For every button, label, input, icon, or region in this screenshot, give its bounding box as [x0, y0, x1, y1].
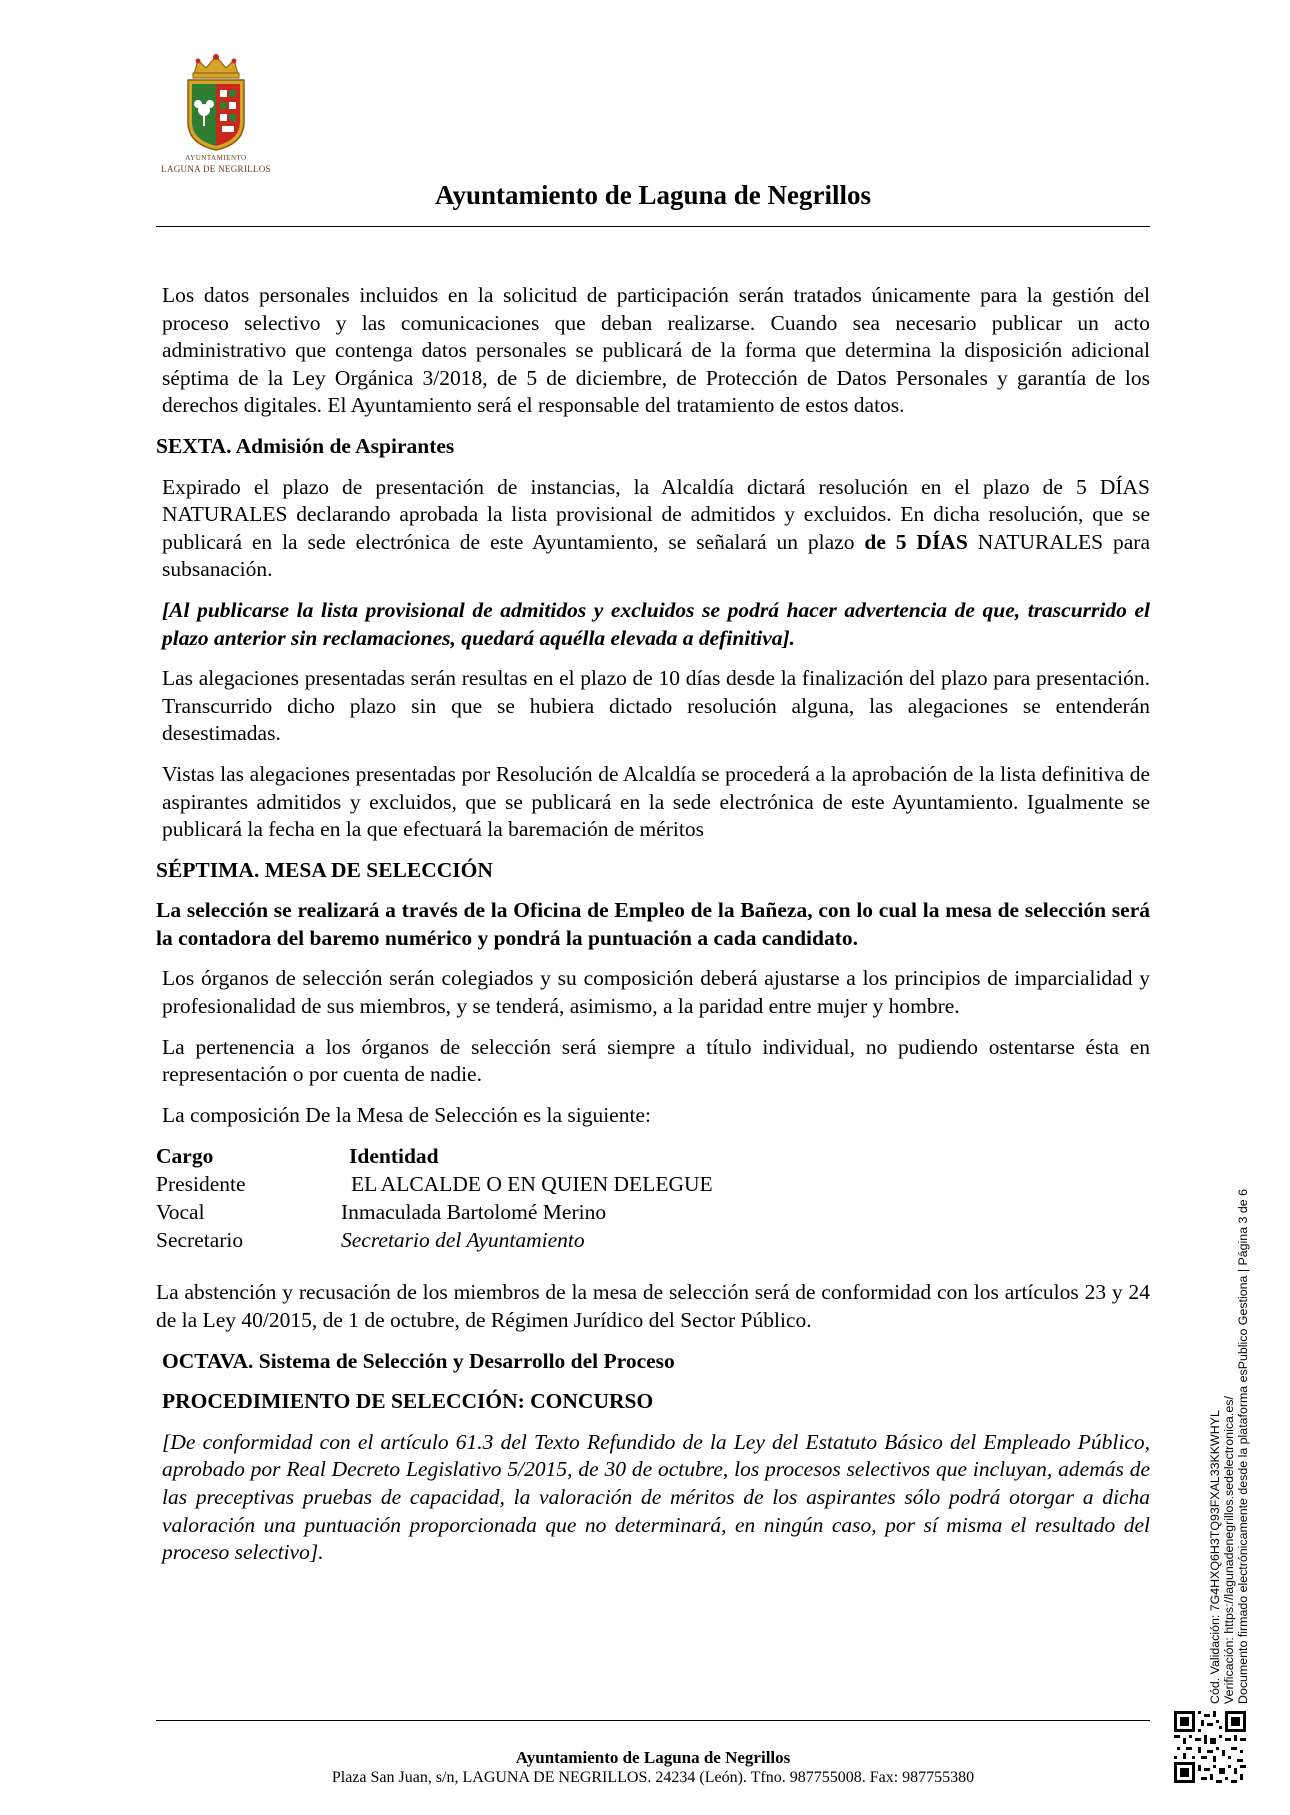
paragraph-composicion: La composición De la Mesa de Selección es la siguiente: — [162, 1102, 651, 1127]
table-cell-identidad: Secretario del Ayuntamiento — [341, 1228, 585, 1253]
header-divider — [156, 226, 1150, 227]
table-header-cargo: Cargo — [156, 1144, 214, 1169]
qr-code-icon — [1174, 1711, 1246, 1783]
paragraph-conformidad: [De conformidad con el artículo 61.3 del Texto Refundido de la Ley del Estatuto Básico del Empleado Público, aprobado por Real Decreto Legislativo 5/2015, de 30 de octubre, los procesos selectivos que incluyan, además de las preceptivas pruebas de capacidad, la valoración de méritos de los aspirantes sólo podrá otorgar a dicha valoración una puntuación proporcionada que no determinará, en ningún caso, por sí misma el resultado del proceso selectivo]. — [162, 1429, 1150, 1565]
table-row — [156, 1198, 1150, 1226]
paragraph-expirado — [156, 474, 1150, 584]
logo-caption-town: LAGUNA DE NEGRILLOS — [161, 164, 271, 174]
table-header-row — [156, 1142, 1150, 1170]
mesa-seleccion-table — [156, 1142, 1150, 1254]
section-heading-sexta: SEXTA. Admisión de Aspirantes — [156, 433, 455, 458]
paragraph-alegaciones: Las alegaciones presentadas serán resultas en el plazo de 10 días desde la finalización del plazo para presentación. Transcurrido dicho plazo sin que se hubiera dictado resolución alguna, las alegaciones se entenderán desestimadas. — [162, 666, 1150, 746]
paragraph-abstencion: La abstención y recusación de los miembros de la mesa de selección será de conformidad con los artículos 23 y 24 de la Ley 40/2015, de 1 de octubre, de Régimen Jurídico del Sector Público. — [156, 1280, 1150, 1333]
verification-url: Verificación: https://lagunadenegrillos.sedelectronica.es/ — [1222, 1396, 1236, 1704]
paragraph-pertenencia: La pertenencia a los órganos de selección será siempre a título individual, no pudiendo ostentarse ésta en representación o por cuenta de nadie. — [162, 1034, 1150, 1087]
table-cell-identidad: EL ALCALDE O EN QUIEN DELEGUE — [351, 1172, 713, 1197]
table-cell-cargo: Secretario — [156, 1228, 244, 1253]
validation-code: Cód. Validación: 7G4HXQ6H3TQ93FXAL33KKWHYL — [1208, 1410, 1222, 1704]
coat-of-arms-icon — [176, 52, 256, 152]
section-heading-procedimiento: PROCEDIMIENTO DE SELECCIÓN: CONCURSO — [162, 1389, 654, 1414]
paragraph-organos: Los órganos de selección serán colegiados y su composición deberá ajustarse a los principios de imparcialidad y profesionalidad de sus miembros, y se tenderá, asimismo, a la paridad entre mujer y hombre. — [162, 966, 1150, 1019]
table-cell-cargo: Vocal — [156, 1200, 205, 1225]
footer-title: Ayuntamiento de Laguna de Negrillos — [515, 1748, 791, 1767]
document-body — [156, 282, 1150, 1580]
section-heading-septima: SÉPTIMA. MESA DE SELECCIÓN — [156, 857, 493, 882]
paragraph-seleccion: La selección se realizará a través de la Oficina de Empleo de la Bañeza, con lo cual la mesa de selección será la contadora del baremo numérico y pondrá la puntuación a cada candidato. — [156, 898, 1150, 950]
table-cell-cargo: Presidente — [156, 1172, 246, 1197]
paragraph-vistas: Vistas las alegaciones presentadas por Resolución de Alcaldía se procederá a la aprobación de la lista definitiva de aspirantes admitidos y excluidos, que se publicará en la sede electrónica de este Ayuntamiento. Igualmente se publicará la fecha en la que efectuará la baremación de méritos — [162, 761, 1150, 842]
expirado-text-a: Expirado el plazo de presentación de instancias, la Alcaldía dictará resolución en el plazo de 5 DÍAS NATURALES declarando aprobada la lista provisional de admitidos y excluidos. En dicha resolución, que se publicará en la sede electrónica de este Ayuntamiento, se señalará un plazo — [162, 474, 1150, 554]
table-cell-identidad: Inmaculada Bartolomé Merino — [341, 1200, 607, 1225]
logo-caption-ayuntamiento: AYUNTAMIENTO — [185, 154, 247, 162]
section-heading-octava: OCTAVA. Sistema de Selección y Desarrollo del Proceso — [162, 1348, 675, 1373]
footer-divider — [156, 1720, 1150, 1721]
paragraph-datos-personales: Los datos personales incluidos en la solicitud de participación serán tratados únicamente para la gestión del proceso selectivo y las comunicaciones que deban realizarse. Cuando sea necesario publicar un acto administrativo que contenga datos personales se publicará de la forma que determina la disposición adicional séptima de la Ley Orgánica 3/2018, de 5 de diciembre, de Protección de Datos Personales y garantía de los derechos digitales. El Ayuntamiento será el responsable del tratamiento de estos datos. — [162, 283, 1150, 418]
table-header-identidad: Identidad — [349, 1144, 439, 1169]
validation-side-text — [1208, 1104, 1266, 1704]
expirado-text-bold: de 5 DÍAS — [864, 529, 968, 554]
table-row — [156, 1226, 1150, 1254]
table-row — [156, 1170, 1150, 1198]
page-header-title: Ayuntamiento de Laguna de Negrillos — [434, 180, 872, 210]
municipal-logo — [152, 52, 280, 182]
paragraph-advertencia: [Al publicarse la lista provisional de admitidos y excluidos se podrá hacer advertencia de que, trascurrido el plazo anterior sin reclamaciones, quedará aquélla elevada a definitiva]. — [162, 597, 1150, 650]
expirado-text-c: NATURALES para subsanación. — [162, 529, 1151, 582]
footer-address: Plaza San Juan, s/n, LAGUNA DE NEGRILLOS. 24234 (León). Tfno. 987755008. Fax: 987755380 — [331, 1769, 975, 1786]
signature-note: Documento firmado electrónicamente desde la plataforma esPublico Gestiona | Página 3 de 6 — [1236, 1189, 1250, 1704]
